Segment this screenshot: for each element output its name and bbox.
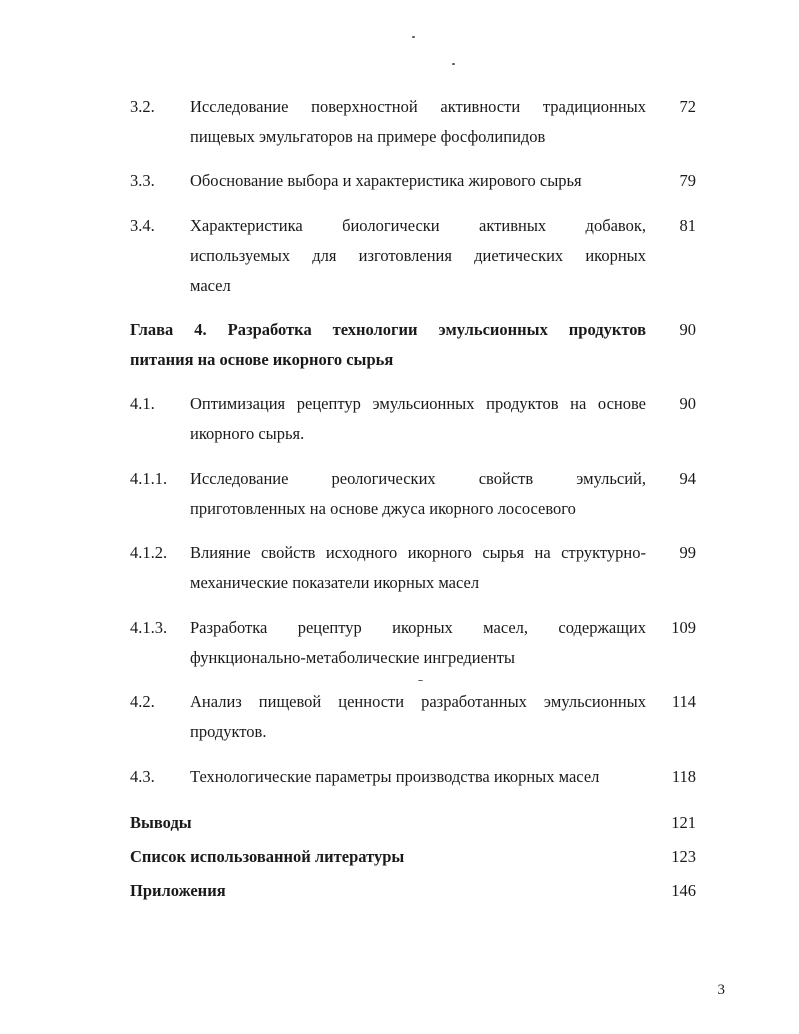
page-number: 3 — [717, 982, 725, 998]
toc-title-line: Разработка рецептур икорных масел, содержащих — [190, 618, 646, 637]
toc-title — [190, 92, 646, 152]
toc-title-line: Список использованной литературы — [130, 847, 405, 866]
toc-chapter-title — [130, 315, 646, 375]
toc-page-number: 90 — [679, 394, 696, 413]
toc-title-line: Выводы — [130, 813, 192, 832]
toc-title-line: Влияние свойств исходного икорного сырья на структурно- — [190, 543, 646, 562]
toc-title — [190, 211, 646, 301]
toc-page-number: 90 — [679, 320, 696, 339]
toc-title-line: питания на основе икорного сырья — [130, 350, 394, 369]
toc-page-number: 121 — [671, 813, 696, 832]
toc-title — [190, 389, 646, 449]
toc-title — [190, 166, 646, 196]
toc-section-title — [130, 876, 646, 906]
toc-number: 4.1.3. — [130, 618, 168, 637]
toc-page-number: 79 — [679, 171, 696, 190]
toc-title-line: приготовленных на основе джуса икорного лососевого — [190, 499, 576, 518]
toc-title-line: функционально-метаболические ингредиенты — [190, 648, 516, 667]
toc-title-line: масел — [190, 276, 231, 295]
toc-number: 4.1.2. — [130, 543, 168, 562]
toc-number: 4.1. — [130, 394, 155, 413]
toc-section-title — [130, 808, 646, 838]
toc-title-line: Оптимизация рецептур эмульсионных продуктов на основе — [190, 394, 646, 413]
toc-section-title — [130, 842, 646, 872]
toc-title-line: механические показатели икорных масел — [190, 573, 480, 592]
toc-title — [190, 538, 646, 598]
toc-title-line: используемых для изготовления диетических икорных — [190, 246, 646, 265]
scan-speck — [452, 63, 455, 65]
toc-number: 3.3. — [130, 171, 155, 190]
toc-title — [190, 613, 646, 673]
toc-title-line: Технологические параметры производства икорных масел — [190, 767, 600, 786]
scan-speck — [412, 36, 415, 38]
toc-title-line: Характеристика биологически активных добавок, — [190, 216, 646, 235]
toc-title — [190, 762, 646, 792]
toc-page-number: 81 — [679, 216, 696, 235]
toc-title-line: Исследование реологических свойств эмульсий, — [190, 469, 646, 488]
toc-number: 3.4. — [130, 216, 155, 235]
toc-title — [190, 687, 646, 747]
toc-title-line: Исследование поверхностной активности традиционных — [190, 97, 646, 116]
toc-number: 4.2. — [130, 692, 155, 711]
toc-title-line: икорного сырья. — [190, 424, 305, 443]
toc-number: 4.1.1. — [130, 469, 168, 488]
toc-title-line: пищевых эмульгаторов на примере фосфолипидов — [190, 127, 546, 146]
toc-page-number: 114 — [671, 692, 696, 711]
toc-number: 3.2. — [130, 97, 155, 116]
toc-number: 4.3. — [130, 767, 155, 786]
toc-page-number: 99 — [679, 543, 696, 562]
scan-speck — [418, 680, 423, 681]
toc-page-number: 118 — [671, 767, 696, 786]
toc-page-number: 94 — [679, 469, 696, 488]
toc-page-number: 72 — [679, 97, 696, 116]
toc-page-number: 123 — [671, 847, 696, 866]
toc-page-number: 146 — [671, 881, 696, 900]
toc-title-line: Обоснование выбора и характеристика жирового сырья — [190, 171, 582, 190]
toc-page-number: 109 — [671, 618, 696, 637]
toc-title-line: Приложения — [130, 881, 226, 900]
toc-title-line: Анализ пищевой ценности разработанных эмульсионных — [190, 692, 646, 711]
toc-title — [190, 464, 646, 524]
toc-title-line: продуктов. — [190, 722, 267, 741]
toc-title-line: Глава 4. Разработка технологии эмульсионных продуктов — [130, 320, 646, 339]
